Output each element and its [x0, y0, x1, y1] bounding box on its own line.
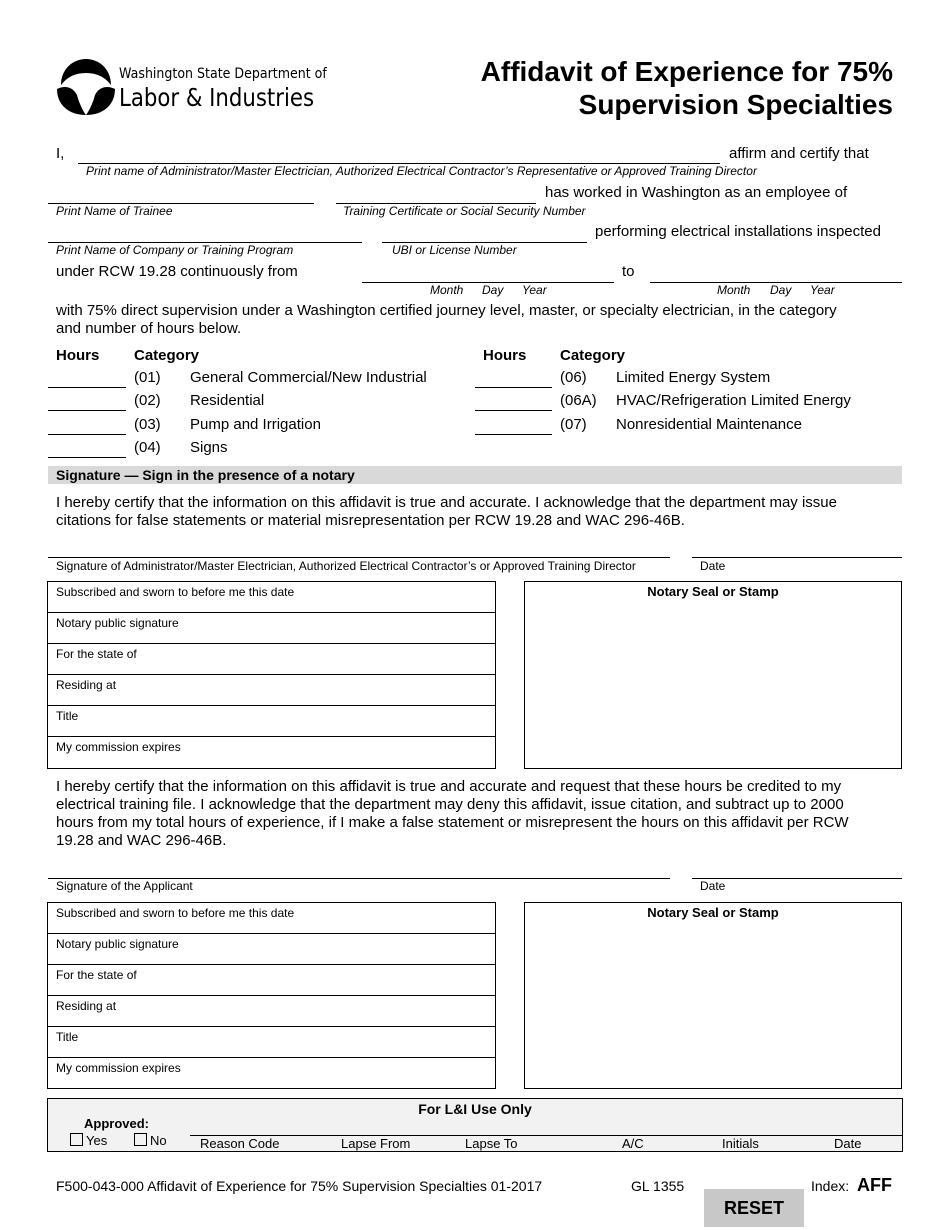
initials-label: Initials — [722, 1136, 759, 1151]
applicant-line4: 19.28 and WAC 296-46B. — [56, 832, 227, 849]
supervision-line1: with 75% direct supervision under a Washington certified journey level, master, or specialty electrician, in the category — [56, 302, 837, 319]
admin-date-field[interactable] — [692, 557, 902, 558]
from-day-caption: Day — [482, 283, 504, 297]
lapse-from-label: Lapse From — [341, 1136, 411, 1151]
category-header-left: Category — [134, 347, 200, 364]
title-line2: Supervision Specialties — [578, 89, 893, 120]
hours-input-01[interactable] — [48, 387, 126, 388]
to-month-caption: Month — [717, 283, 751, 297]
notary2-state-label: For the state of — [56, 968, 137, 982]
no-label: No — [150, 1133, 167, 1148]
notary2-signature-label: Notary public signature — [56, 937, 179, 951]
ubi-caption: UBI or License Number — [392, 243, 517, 257]
notary1-state-label: For the state of — [56, 647, 137, 661]
company-caption: Print Name of Company or Training Program — [56, 243, 294, 257]
ac-label: A/C — [622, 1136, 644, 1151]
certify-paragraph — [56, 494, 837, 530]
notary1-state-row[interactable] — [48, 644, 495, 675]
yes-label: Yes — [86, 1133, 108, 1148]
hours-input-06[interactable] — [475, 387, 552, 388]
notary1-residing-row[interactable] — [48, 675, 495, 706]
signature-section-bar — [48, 466, 902, 484]
no-checkbox[interactable] — [134, 1133, 147, 1146]
logo-line1: Washington State Department of — [119, 66, 327, 82]
notary1-sworn-label: Subscribed and sworn to before me this date — [56, 585, 295, 599]
notary-seal-label-2: Notary Seal or Stamp — [647, 905, 779, 920]
logo-line2: Labor & Industries — [119, 83, 315, 112]
notary-seal-box-2 — [524, 902, 902, 1089]
category-name-02: Residential — [190, 392, 265, 409]
from-month-caption: Month — [430, 283, 464, 297]
notary1-signature-row[interactable] — [48, 613, 495, 644]
applicant-line1: I hereby certify that the information on this affidavit is true and accurate and request that these hours be credited to my — [56, 778, 842, 795]
reason-code-label: Reason Code — [200, 1136, 280, 1151]
approved-no-option[interactable] — [134, 1133, 167, 1148]
notary2-signature-row[interactable] — [48, 934, 495, 965]
applicant-line2: electrical training file. I acknowledge that the department may deny this affidavit, issue citation, and subtract up to 2000 — [56, 796, 844, 813]
form-id: F500-043-000 Affidavit of Experience for 75% Supervision Specialties 01-2017 — [56, 1178, 543, 1194]
index-value: AFF — [857, 1175, 892, 1195]
affirm-text: affirm and certify that — [729, 145, 869, 162]
to-day-caption: Day — [770, 283, 792, 297]
supervision-paragraph — [56, 302, 837, 338]
category-name-03: Pump and Irrigation — [190, 416, 321, 433]
notary1-commission-row[interactable] — [48, 737, 495, 768]
category-code-07: (07) — [560, 416, 587, 433]
notary2-title-row[interactable] — [48, 1027, 495, 1058]
hours-input-04[interactable] — [48, 457, 126, 458]
category-code-01: (01) — [134, 369, 161, 386]
category-code-03: (03) — [134, 416, 161, 433]
office-use-box — [47, 1098, 903, 1152]
notary2-sworn-label: Subscribed and sworn to before me this date — [56, 906, 295, 920]
category-name-06: Limited Energy System — [616, 369, 771, 386]
notary2-commission-row[interactable] — [48, 1058, 495, 1089]
notary-box-1 — [47, 581, 496, 769]
gl-number: GL 1355 — [631, 1178, 685, 1194]
notary1-signature-label: Notary public signature — [56, 616, 179, 630]
applicant-paragraph — [56, 778, 849, 850]
reset-button[interactable]: RESET — [704, 1189, 804, 1227]
category-header-right: Category — [560, 347, 626, 364]
applicant-signature-caption: Signature of the Applicant — [56, 879, 193, 893]
applicant-line3: hours from my total hours of experience, if I make a false statement or misrepresent the hours on this affidavit per RCW — [56, 814, 849, 831]
notary1-title-row[interactable] — [48, 706, 495, 737]
to-year-caption: Year — [810, 283, 835, 297]
notary1-sworn-row[interactable] — [48, 582, 495, 613]
to-text: to — [622, 263, 635, 280]
hours-input-06a[interactable] — [475, 410, 552, 411]
page-title — [481, 55, 893, 121]
from-year-caption: Year — [522, 283, 547, 297]
certify-line1: I hereby certify that the information on this affidavit is true and accurate. I acknowledge that the department may issue — [56, 494, 837, 511]
category-name-07: Nonresidential Maintenance — [616, 416, 802, 433]
approved-yes-option[interactable] — [70, 1133, 107, 1148]
notary1-residing-label: Residing at — [56, 678, 117, 692]
signature-heading: Signature — Sign in the presence of a notary — [56, 467, 355, 483]
notary2-residing-row[interactable] — [48, 996, 495, 1027]
applicant-date-caption: Date — [700, 879, 726, 893]
index-label: Index: — [811, 1178, 850, 1194]
admin-signature-field[interactable] — [48, 557, 670, 558]
category-code-02: (02) — [134, 392, 161, 409]
hours-input-07[interactable] — [475, 434, 552, 435]
notary1-commission-label: My commission expires — [56, 740, 181, 754]
notary-box-2 — [47, 902, 496, 1089]
i-label: I, — [56, 145, 65, 162]
category-code-06: (06) — [560, 369, 587, 386]
notary2-residing-label: Residing at — [56, 999, 117, 1013]
logo-mark-icon — [55, 55, 117, 117]
supervision-line2: and number of hours below. — [56, 320, 242, 337]
category-name-04: Signs — [190, 439, 228, 456]
title-line1: Affidavit of Experience for 75% — [480, 56, 893, 87]
notary-seal-box-1 — [524, 581, 902, 769]
notary2-commission-label: My commission expires — [56, 1061, 181, 1075]
hours-input-02[interactable] — [48, 410, 126, 411]
office-date-label: Date — [834, 1136, 862, 1151]
lapse-to-label: Lapse To — [465, 1136, 518, 1151]
trainee-caption: Print Name of Trainee — [56, 204, 173, 218]
agency-logo — [55, 55, 325, 119]
approved-label: Approved: — [84, 1116, 149, 1131]
admin-date-caption: Date — [700, 559, 726, 573]
under-rcw-text: under RCW 19.28 continuously from — [56, 263, 298, 280]
performing-text: performing electrical installations inspected — [595, 223, 881, 240]
certificate-caption: Training Certificate or Social Security Number — [343, 204, 586, 218]
notary2-state-row[interactable] — [48, 965, 495, 996]
hours-header-left: Hours — [56, 347, 100, 364]
certify-line2: citations for false statements or material misrepresentation per RCW 19.28 and WAC 296-46B. — [56, 512, 685, 529]
category-code-04: (04) — [134, 439, 161, 456]
worked-text: has worked in Washington as an employee of — [545, 184, 848, 201]
office-use-heading: For L&I Use Only — [418, 1101, 532, 1117]
admin-name-caption: Print name of Administrator/Master Electrician, Authorized Electrical Contractor’s Representative or Approved Training Director — [86, 164, 757, 178]
category-name-06a: HVAC/Refrigeration Limited Energy — [616, 392, 851, 409]
category-code-06a: (06A) — [560, 392, 597, 409]
notary2-sworn-row[interactable] — [48, 903, 495, 934]
hours-header-right: Hours — [483, 347, 527, 364]
notary-seal-label-1: Notary Seal or Stamp — [647, 584, 779, 599]
admin-signature-caption: Signature of Administrator/Master Electrician, Authorized Electrical Contractor’s or Approved Training Director — [56, 559, 636, 573]
office-fields-divider — [190, 1135, 903, 1136]
hours-input-03[interactable] — [48, 434, 126, 435]
notary1-title-label: Title — [56, 709, 79, 723]
yes-checkbox[interactable] — [70, 1133, 83, 1146]
category-name-01: General Commercial/New Industrial — [190, 369, 427, 386]
notary2-title-label: Title — [56, 1030, 79, 1044]
